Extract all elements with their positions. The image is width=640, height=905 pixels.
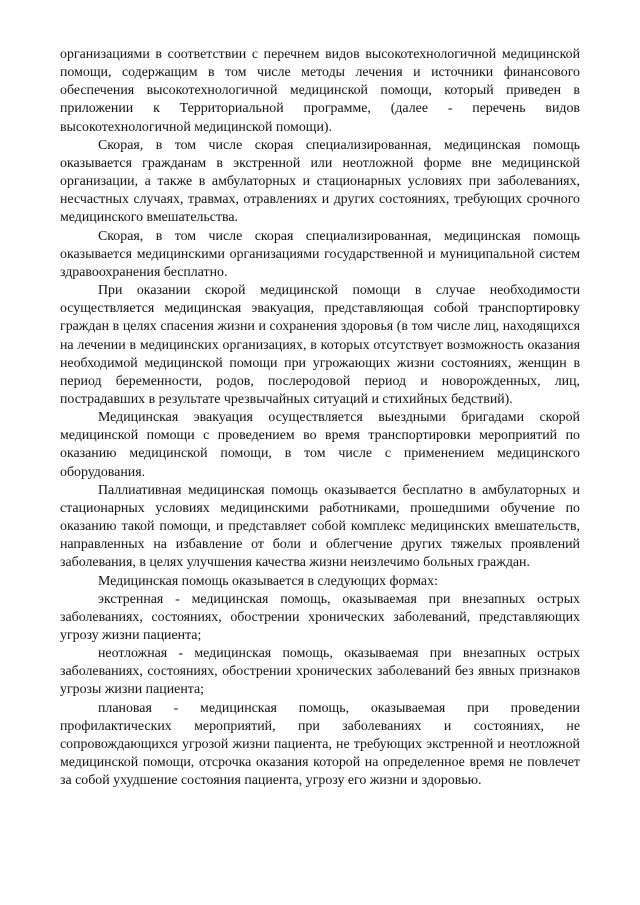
paragraph-continuation: организациями в соответствии с перечнем видов высокотехнологичной медицинской помощи, содержащим в том числе методы лечения и источники финансового обеспечения высокотехнологичной медицинской помощи, который приведен в приложении к Территориальной программе, (далее - перечень видов высокотехнологичной медицинской помощи). xyxy=(60,47,580,135)
paragraph-emergency-care-free: Скорая, в том числе скорая специализированная, медицинская помощь оказывается медицинскими организациями государственной и муниципальной систем здравоохранения бесплатно. xyxy=(60,228,580,280)
paragraph-forms-intro: Медицинская помощь оказывается в следующих формах: xyxy=(98,573,438,589)
paragraph-form-emergency: экстренная - медицинская помощь, оказываемая при внезапных острых заболеваниях, состояниях, обострении хронических заболеваний, представляющих угрозу жизни пациента; xyxy=(60,591,580,643)
paragraph-medical-evacuation: При оказании скорой медицинской помощи в случае необходимости осуществляется медицинская эвакуация, представляющая собой транспортировку граждан в целях спасения жизни и сохранения здоровья (в том числе лиц, находящихся на лечении в медицинских организациях, в которых отсутствует возможность оказания необходимой медицинской помощи при угрожающих жизни состояниях, женщин в период беременности, родов, послеродовой период и новорожденных, лиц, пострадавших в результате чрезвычайных ситуаций и стихийных бедствий). xyxy=(60,283,580,407)
paragraph-palliative-care: Паллиативная медицинская помощь оказывается бесплатно в амбулаторных и стационарных условиях медицинскими работниками, прошедшими обучение по оказанию такой помощи, и представляет собой комплекс медицинских вмешательств, направленных на избавление от боли и облегчение других тяжелых проявлений заболевания, в целях улучшения качества жизни неизлечимо больных граждан. xyxy=(60,482,580,571)
paragraph-form-planned: плановая - медицинская помощь, оказываемая при проведении профилактических мероприятий, при заболеваниях и состояниях, не сопровождающихся угрозой жизни пациента, не требующих экстренной и неотложной медицинской помощи, отсрочка оказания которой на определенное время не повлечет за собой ухудшение состояния пациента, угрозу его жизни и здоровью. xyxy=(60,700,580,789)
paragraph-emergency-care: Скорая, в том числе скорая специализированная, медицинская помощь оказывается гражданам в экстренной или неотложной форме вне медицинской организации, а также в амбулаторных и стационарных условиях при заболеваниях, несчастных случаях, травмах, отравлениях и других состояниях, требующих срочного медицинского вмешательства. xyxy=(60,137,580,226)
paragraph-form-urgent: неотложная - медицинская помощь, оказываемая при внезапных острых заболеваниях, состояниях, обострении хронических заболеваний без явных признаков угрозы жизни пациента; xyxy=(60,646,580,698)
paragraph-evacuation-teams: Медицинская эвакуация осуществляется выездными бригадами скорой медицинской помощи с проведением во время транспортировки мероприятий по оказанию медицинской помощи, в том числе с применением медицинского оборудования. xyxy=(60,410,580,480)
document-page xyxy=(60,46,580,790)
